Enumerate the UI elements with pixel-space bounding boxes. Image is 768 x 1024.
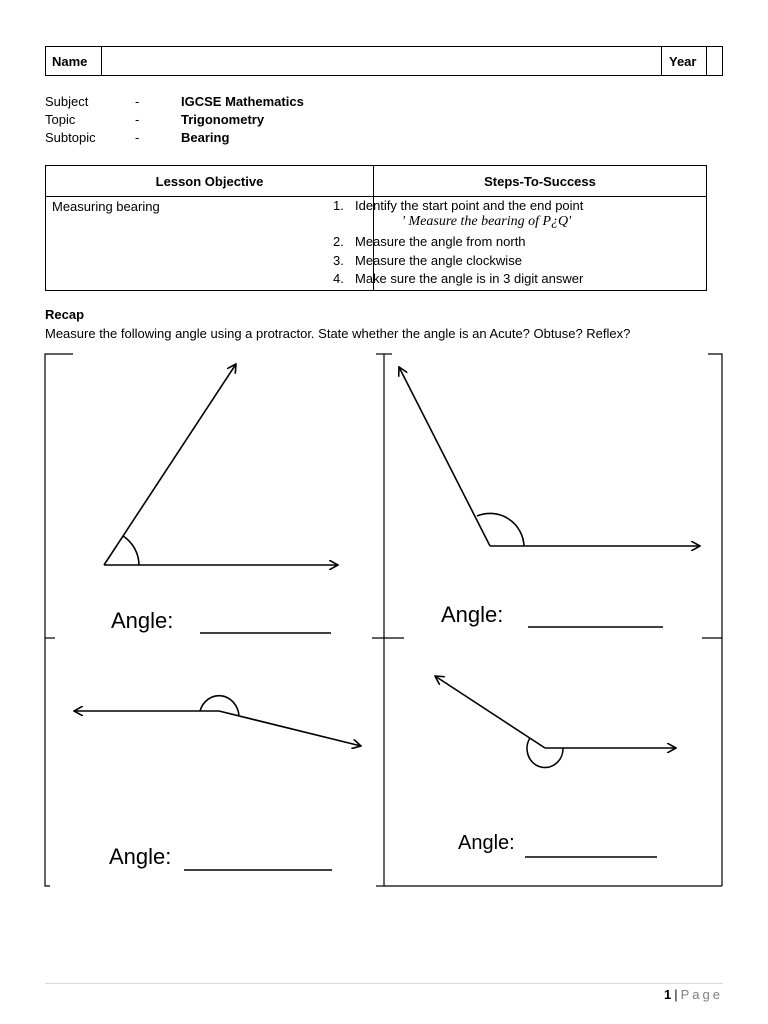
- name-label: Name: [46, 47, 102, 75]
- step-number: 4.: [333, 271, 344, 286]
- footer-separator: |: [674, 987, 678, 1002]
- angle-label-2: Angle:: [441, 602, 504, 627]
- angle-ray: [399, 367, 490, 546]
- meta-label: Subject: [45, 94, 89, 109]
- lesson-objective-header: Lesson Objective: [155, 173, 264, 189]
- step-number: 2.: [333, 234, 344, 249]
- step-text: Identify the start point and the end point: [355, 198, 584, 213]
- angle-arc: [527, 738, 563, 767]
- recap-instruction: Measure the following angle using a protractor. State whether the angle is an Acute? Obtuse? Reflex?: [45, 326, 631, 341]
- angle-diagram-4: [435, 676, 676, 857]
- angle-label-3: Angle:: [109, 844, 172, 869]
- angle-diagram-2: [399, 367, 700, 627]
- page-footer: [664, 987, 723, 1002]
- bearing-formula: ' Measure the bearing of P¿Q': [402, 214, 572, 229]
- meta-dash: -: [135, 94, 140, 109]
- angle-arc: [477, 513, 524, 546]
- angle-ray: [435, 676, 545, 748]
- year-label: Year: [662, 47, 707, 75]
- meta-dash: -: [135, 112, 140, 127]
- meta-label: Topic: [45, 112, 76, 127]
- meta-value: IGCSE Mathematics: [181, 94, 304, 109]
- angle-label-1: Angle:: [111, 608, 174, 633]
- step-text: Measure the angle from north: [355, 234, 526, 249]
- meta-label: Subtopic: [45, 130, 96, 145]
- meta-value: Bearing: [181, 130, 230, 145]
- right-bracket: [708, 354, 722, 886]
- angle-label-4: Angle:: [458, 832, 515, 854]
- step-text: Measure the angle clockwise: [355, 253, 522, 268]
- step-number: 1.: [333, 198, 344, 213]
- angle-arc: [200, 696, 239, 716]
- footer-divider: [45, 983, 723, 984]
- objective-text: Measuring bearing: [52, 199, 160, 214]
- meta-dash: -: [135, 130, 140, 145]
- left-bracket: [45, 354, 73, 886]
- step-text: Make sure the angle is in 3 digit answer: [355, 271, 584, 286]
- steps-to-success-header: Steps-To-Success: [484, 173, 596, 189]
- angle-diagram-1: [104, 364, 338, 633]
- angle-ray: [104, 364, 236, 565]
- page-number: 1: [664, 987, 672, 1002]
- recap-title: Recap: [45, 307, 85, 322]
- angle-arc: [123, 536, 139, 565]
- page-word: Page: [680, 987, 723, 1002]
- angle-ray: [219, 711, 361, 746]
- step-number: 3.: [333, 253, 344, 268]
- meta-value: Trigonometry: [181, 112, 265, 127]
